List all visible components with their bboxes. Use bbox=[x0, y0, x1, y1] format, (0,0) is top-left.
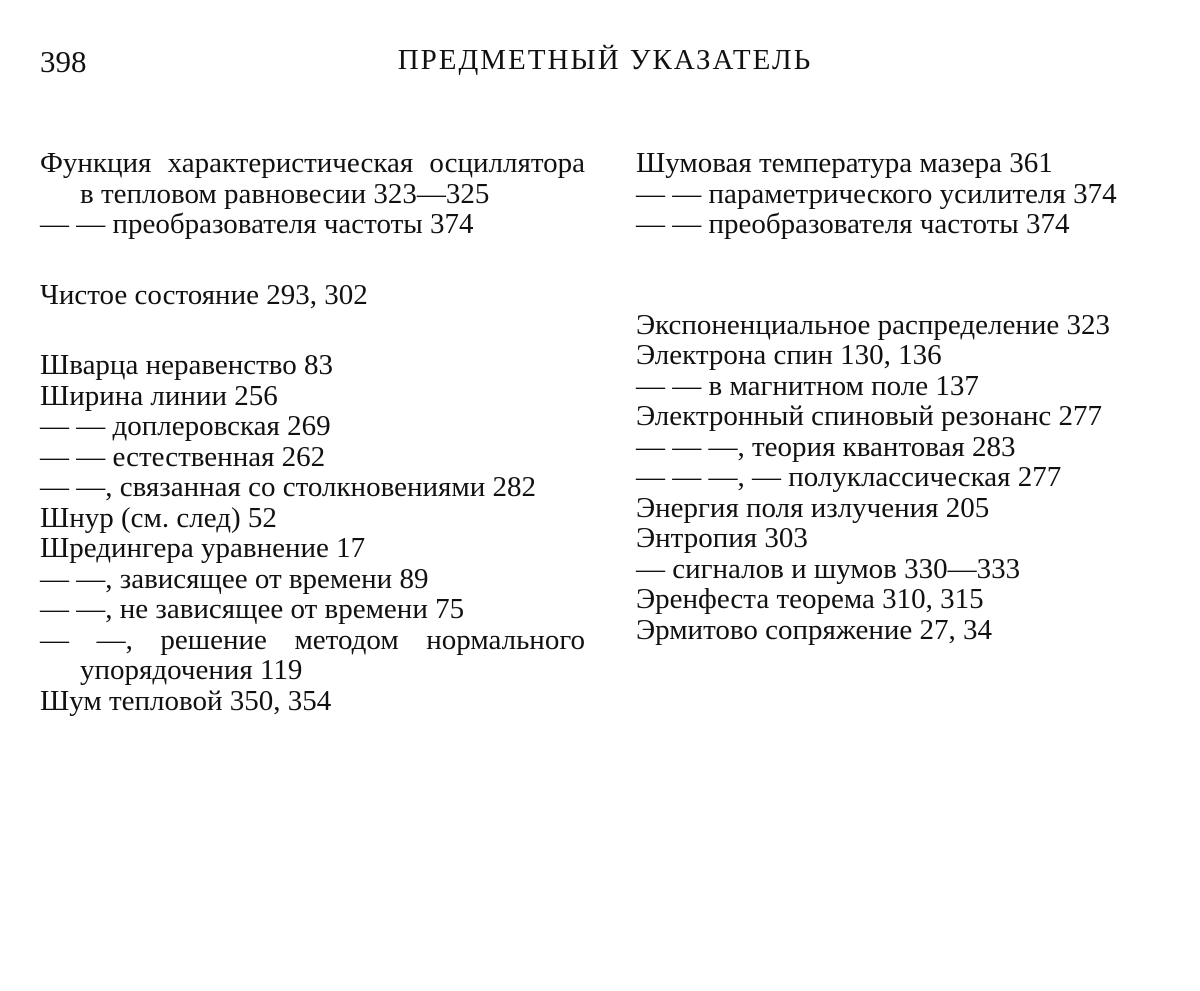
index-entry: — — доплеровская 269 bbox=[40, 410, 331, 442]
index-column-left bbox=[40, 148, 585, 716]
page-header bbox=[40, 44, 1170, 84]
index-column-right bbox=[636, 148, 1176, 645]
index-entry: Шнур (см. след) 52 bbox=[40, 501, 277, 534]
index-entry: Функция характеристическая осциллятора в тепловом равновесии 323—325 bbox=[40, 147, 585, 210]
index-entry: Шварца неравенство 83 bbox=[40, 349, 334, 381]
index-entry: — — параметрического усилителя 374 bbox=[636, 177, 1117, 210]
index-entry: — —, решение методом нормального упорядочения 119 bbox=[40, 623, 585, 686]
index-entry: Шумовая температура мазера 361 bbox=[636, 147, 1053, 179]
index-entry: Энергия поля излучения 205 bbox=[636, 491, 990, 524]
index-entry: Эренфеста теорема 310, 315 bbox=[636, 583, 984, 615]
index-entry: — — в магнитном поле 137 bbox=[636, 369, 979, 402]
index-entry: — — преобразователя частоты 374 bbox=[636, 208, 1070, 240]
index-entry: — —, не зависящее от времени 75 bbox=[40, 593, 465, 625]
index-entry: — сигналов и шумов 330—333 bbox=[636, 552, 1021, 585]
running-title: ПРЕДМЕТНЫЙ УКАЗАТЕЛЬ bbox=[397, 44, 813, 76]
index-entry: — — естественная 262 bbox=[40, 440, 326, 473]
index-entry: — —, связанная со столкновениями 282 bbox=[40, 471, 536, 503]
index-entry: Шредингера уравнение 17 bbox=[40, 532, 366, 564]
index-entry: Энтропия 303 bbox=[636, 522, 808, 554]
index-entry: Ширина линии 256 bbox=[40, 379, 278, 412]
index-entry: — —, зависящее от времени 89 bbox=[40, 562, 429, 595]
index-entry: Шум тепловой 350, 354 bbox=[40, 684, 332, 717]
index-entry: Эрмитово сопряжение 27, 34 bbox=[636, 613, 993, 646]
index-entry: Электронный спиновый резонанс 277 bbox=[636, 400, 1103, 432]
index-entry: — — —, теория квантовая 283 bbox=[636, 430, 1016, 463]
page-number: 398 bbox=[40, 44, 87, 79]
index-entry: — — преобразователя частоты 374 bbox=[40, 208, 474, 240]
index-entry: — — —, — полуклассическая 277 bbox=[636, 461, 1062, 493]
index-entry: Электрона спин 130, 136 bbox=[636, 339, 942, 371]
index-entry: Экспоненциальное распределение 323 bbox=[636, 308, 1111, 341]
index-entry: Чистое состояние 293, 302 bbox=[40, 278, 368, 311]
